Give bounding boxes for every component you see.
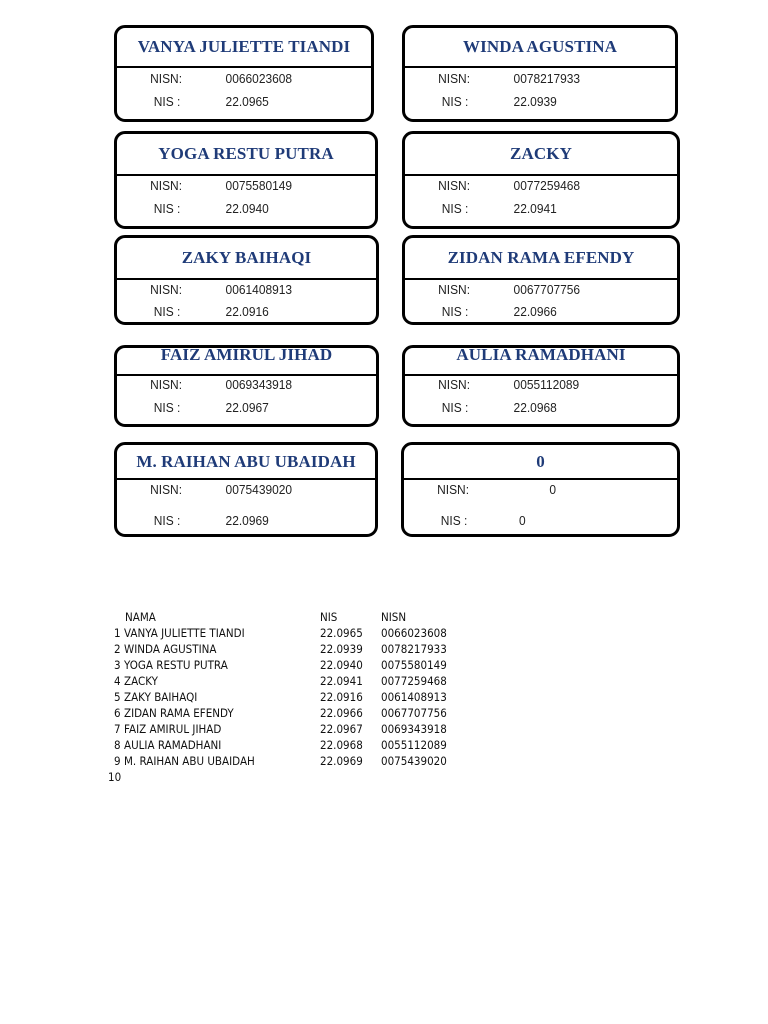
- student-card: [402, 131, 680, 229]
- row-number: 4: [114, 674, 121, 688]
- row-nis: 22.0965: [320, 626, 363, 640]
- student-name: FAIZ AMIRUL JIHAD: [117, 348, 376, 376]
- nisn-value: 0078217933: [513, 71, 581, 86]
- nis-row: [405, 94, 653, 112]
- nisn-value: 0077259468: [513, 178, 581, 193]
- row-nis: 22.0968: [320, 738, 363, 752]
- nis-value: 22.0965: [225, 94, 269, 109]
- nisn-label: NISN:: [438, 282, 471, 297]
- header-nama: NAMA: [125, 610, 156, 624]
- nisn-value: 0067707756: [513, 282, 581, 297]
- student-card: [401, 442, 680, 537]
- student-card: [114, 345, 379, 427]
- student-name: 0: [404, 445, 677, 480]
- nisn-row: [117, 282, 355, 300]
- nis-label: NIS :: [153, 94, 181, 109]
- student-name: M. RAIHAN ABU UBAIDAH: [117, 445, 375, 480]
- nisn-label: NISN:: [438, 178, 471, 193]
- nis-label: NIS :: [153, 513, 181, 528]
- student-name: ZAKY BAIHAQI: [117, 238, 376, 280]
- row-nis: 22.0939: [320, 642, 363, 656]
- table-row: [108, 626, 468, 642]
- nis-value: 22.0966: [513, 304, 557, 319]
- nis-label: NIS :: [153, 201, 181, 216]
- nis-row: [117, 513, 354, 531]
- student-card: [114, 235, 379, 325]
- nisn-row: [117, 377, 355, 395]
- row-name: M. RAIHAN ABU UBAIDAH: [124, 754, 255, 768]
- student-card: [114, 131, 378, 229]
- student-card: [402, 345, 680, 427]
- row-nis: 22.0969: [320, 754, 363, 768]
- list-header: [108, 610, 468, 626]
- student-card: [114, 25, 374, 122]
- nisn-value: 0: [549, 482, 557, 497]
- nisn-row: [117, 178, 354, 196]
- row-nis: 22.0916: [320, 690, 363, 704]
- nis-value: 0: [519, 513, 526, 528]
- nisn-label: NISN:: [437, 482, 470, 497]
- student-card: [114, 442, 378, 537]
- nisn-label: NISN:: [150, 178, 183, 193]
- nis-label: NIS :: [153, 400, 181, 415]
- nisn-row: [117, 482, 354, 500]
- row-nisn: 0066023608: [381, 626, 447, 640]
- header-nisn: NISN: [381, 610, 407, 624]
- nisn-label: NISN:: [150, 282, 183, 297]
- table-row: [108, 690, 468, 706]
- nis-row: [117, 304, 355, 322]
- nisn-value: 0055112089: [513, 377, 580, 392]
- header-nis: NIS: [320, 610, 338, 624]
- row-name: ZAKY BAIHAQI: [124, 690, 198, 704]
- nis-row: [405, 400, 655, 418]
- student-name: WINDA AGUSTINA: [405, 28, 675, 68]
- row-name: ZIDAN RAMA EFENDY: [124, 706, 234, 720]
- nis-row: [405, 304, 655, 322]
- nisn-value: 0066023608: [225, 71, 293, 86]
- nis-label: NIS :: [153, 304, 181, 319]
- student-name: VANYA JULIETTE TIANDI: [117, 28, 371, 68]
- row-nisn: 0061408913: [381, 690, 447, 704]
- nisn-row: [405, 71, 653, 89]
- nis-value: 22.0939: [513, 94, 557, 109]
- row-number: 10: [108, 770, 122, 784]
- table-row: [108, 706, 468, 722]
- row-nisn: 0075439020: [381, 754, 447, 768]
- nisn-value: 0069343918: [225, 377, 293, 392]
- row-number: 9: [114, 754, 121, 768]
- nis-row: [405, 201, 655, 219]
- student-card: [402, 235, 680, 325]
- row-number: 6: [114, 706, 121, 720]
- row-nis: 22.0940: [320, 658, 363, 672]
- table-row: [108, 738, 468, 754]
- nis-label: NIS :: [441, 304, 469, 319]
- nis-value: 22.0968: [513, 400, 557, 415]
- nisn-value: 0075439020: [225, 482, 293, 497]
- nis-label: NIS :: [440, 513, 468, 528]
- nisn-row: [405, 282, 655, 300]
- nisn-row: [404, 482, 655, 500]
- nis-row: [117, 400, 355, 418]
- row-nis: 22.0966: [320, 706, 363, 720]
- row-name: YOGA RESTU PUTRA: [124, 658, 228, 672]
- row-name: FAIZ AMIRUL JIHAD: [124, 722, 222, 736]
- nisn-row: [405, 377, 655, 395]
- row-nisn: 0075580149: [381, 658, 447, 672]
- nisn-label: NISN:: [438, 71, 471, 86]
- student-name: YOGA RESTU PUTRA: [117, 134, 375, 176]
- row-nisn: 0077259468: [381, 674, 447, 688]
- table-row: [108, 674, 468, 690]
- nisn-row: [405, 178, 655, 196]
- row-number: 7: [114, 722, 121, 736]
- row-number: 2: [114, 642, 121, 656]
- student-card: [402, 25, 678, 122]
- row-nisn: 0078217933: [381, 642, 447, 656]
- row-nis: 22.0941: [320, 674, 363, 688]
- nisn-value: 0061408913: [225, 282, 293, 297]
- student-name: AULIA RAMADHANI: [405, 348, 677, 376]
- nisn-label: NISN:: [150, 71, 183, 86]
- row-number: 5: [114, 690, 121, 704]
- nis-label: NIS :: [441, 400, 469, 415]
- row-nis: 22.0967: [320, 722, 363, 736]
- row-nisn: 0067707756: [381, 706, 447, 720]
- nisn-value: 0075580149: [225, 178, 293, 193]
- row-name: VANYA JULIETTE TIANDI: [124, 626, 245, 640]
- nis-row: [404, 513, 655, 531]
- nis-label: NIS :: [441, 201, 469, 216]
- nisn-label: NISN:: [150, 482, 183, 497]
- row-number: 1: [114, 626, 121, 640]
- row-nisn: 0069343918: [381, 722, 447, 736]
- nis-value: 22.0967: [225, 400, 269, 415]
- nis-value: 22.0969: [225, 513, 269, 528]
- row-number: 8: [114, 738, 121, 752]
- row-number: 3: [114, 658, 121, 672]
- row-nisn: 0055112089: [381, 738, 447, 752]
- nisn-row: [117, 71, 351, 89]
- nisn-label: NISN:: [150, 377, 183, 392]
- student-name: ZIDAN RAMA EFENDY: [405, 238, 677, 280]
- table-row: [108, 642, 468, 658]
- nis-value: 22.0941: [513, 201, 557, 216]
- row-name: AULIA RAMADHANI: [124, 738, 222, 752]
- nisn-label: NISN:: [438, 377, 471, 392]
- student-name: ZACKY: [405, 134, 677, 176]
- nis-value: 22.0916: [225, 304, 269, 319]
- nis-label: NIS :: [441, 94, 469, 109]
- table-row: [108, 770, 468, 786]
- row-name: ZACKY: [124, 674, 158, 688]
- table-row: [108, 754, 468, 770]
- nis-row: [117, 201, 354, 219]
- table-row: [108, 658, 468, 674]
- table-row: [108, 722, 468, 738]
- row-name: WINDA AGUSTINA: [124, 642, 217, 656]
- nis-row: [117, 94, 351, 112]
- nis-value: 22.0940: [225, 201, 269, 216]
